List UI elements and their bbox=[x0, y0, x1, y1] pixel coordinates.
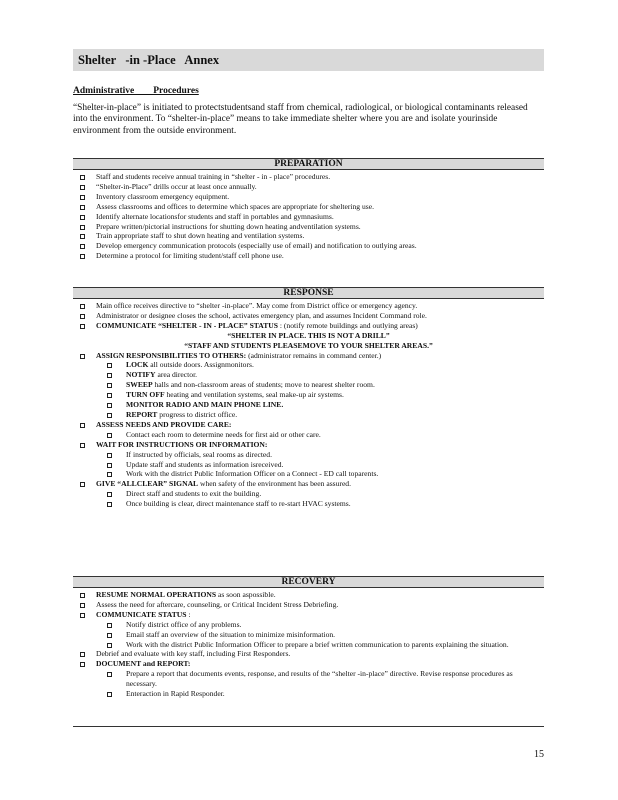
list-item: WAIT FOR INSTRUCTIONS OR INFORMATION: bbox=[73, 440, 544, 450]
response-list bbox=[73, 301, 544, 509]
sub-item: Work with the district Public Information Officer on a Connect - ED call toparents. bbox=[73, 469, 544, 479]
item-text: all outside doors. Assignmonitors. bbox=[148, 360, 254, 370]
list-item: Assess classrooms and offices to determine which spaces are appropriate for sheltering use. bbox=[73, 202, 544, 212]
list-item: Determine a protocol for limiting student/staff cell phone use. bbox=[73, 251, 544, 261]
list-item: Debrief and evaluate with key staff, including First Responders. bbox=[73, 649, 544, 659]
response-heading: RESPONSE bbox=[73, 287, 544, 299]
list-item: Staff and students receive annual training in “shelter - in - place” procedures. bbox=[73, 172, 544, 182]
sub-item: If instructed by officials, seal rooms as directed. bbox=[73, 450, 544, 460]
preparation-list bbox=[73, 172, 544, 261]
item-text: heating and ventilation systems, seal make-up air systems. bbox=[164, 390, 344, 400]
item-text: progress to district office. bbox=[157, 409, 238, 419]
item-lead: REPORT bbox=[126, 409, 158, 419]
list-item: Assess the need for aftercare, counseling, or Critical Incident Stress Debriefing. bbox=[73, 600, 544, 610]
list-item: Train appropriate staff to shut down heating and ventilation systems. bbox=[73, 231, 544, 241]
section-subtitle: Administrative Procedures bbox=[73, 86, 199, 96]
page-number: 15 bbox=[534, 749, 544, 760]
item-lead: SWEEP bbox=[126, 380, 153, 390]
list-item: “Shelter-in-Place” drills occur at least once annually. bbox=[73, 182, 544, 192]
item-lead: LOCK bbox=[126, 360, 149, 370]
recovery-list bbox=[73, 590, 544, 699]
list-item: DOCUMENT and REPORT: bbox=[73, 659, 544, 669]
sub-item: Work with the district Public Information Officer to prepare a brief written communication to parents explaining the situation. bbox=[73, 640, 544, 650]
item-text: when safety of the environment has been assured. bbox=[198, 479, 352, 489]
sub-item: Prepare a report that documents events, response, and results of the “shelter -in-place” directive. Revise response procedures as necessary. bbox=[73, 669, 544, 689]
sub-item: Email staff an overview of the situation to minimize misinformation. bbox=[73, 630, 544, 640]
list-item: Identify alternate locationsfor students and staff in portables and gymnasiums. bbox=[73, 212, 544, 222]
item-text: : (notify remote buildings and outlying areas) bbox=[278, 320, 418, 330]
item-lead: NOTIFY bbox=[126, 370, 156, 380]
recovery-heading: RECOVERY bbox=[73, 576, 544, 588]
list-item bbox=[73, 610, 544, 620]
sub-item bbox=[73, 410, 544, 420]
item-text: area director. bbox=[155, 370, 198, 380]
list-item bbox=[73, 321, 544, 331]
sub-item bbox=[73, 390, 544, 400]
sub-item: Once building is clear, direct maintenance staff to re-start HVAC systems. bbox=[73, 499, 544, 509]
list-item: Develop emergency communication protocols (especially use of email) and notification to outlying areas. bbox=[73, 241, 544, 251]
item-text: (administrator remains in command center.) bbox=[246, 350, 382, 360]
intro-paragraph: “Shelter-in-place” is initiated to protectstudentsand staff from chemical, radiological, or biological contaminants released into the environment. To “shelter-in-place” means to take immediate shelter where you are and isolate yourinside environment from the outside environment. bbox=[73, 103, 528, 136]
item-lead: GIVE “ALLCLEAR” SIGNAL bbox=[96, 479, 199, 489]
sub-item bbox=[73, 360, 544, 370]
preparation-heading: PREPARATION bbox=[73, 158, 544, 170]
table-bottom-rule bbox=[73, 726, 544, 727]
sub-item: Contact each room to determine needs for first aid or other care. bbox=[73, 430, 544, 440]
list-item bbox=[73, 590, 544, 600]
item-text: halls and non-classroom areas of students; move to nearest shelter room. bbox=[152, 380, 375, 390]
item-lead: RESUME NORMAL OPERATIONS bbox=[96, 590, 217, 599]
sub-item bbox=[73, 370, 544, 380]
item-text: as soon aspossible. bbox=[216, 590, 276, 599]
list-item: Inventory classroom emergency equipment. bbox=[73, 192, 544, 202]
item-lead: COMMUNICATE “SHELTER - IN - PLACE” STATUS bbox=[96, 320, 278, 330]
item-text: : bbox=[186, 609, 191, 619]
sub-item: MONITOR RADIO AND MAIN PHONE LINE. bbox=[73, 400, 544, 410]
list-item bbox=[73, 351, 544, 361]
item-lead: TURN OFF bbox=[126, 390, 165, 400]
list-item: Main office receives directive to “shelter -in-place”. May come from District office or emergency agency. bbox=[73, 301, 544, 311]
sub-item: Notify district office of any problems. bbox=[73, 620, 544, 630]
announcement-line: “STAFF AND STUDENTS PLEASEMOVE TO YOUR SHELTER AREAS.” bbox=[184, 340, 433, 350]
sub-item: Update staff and students as information isreceived. bbox=[73, 460, 544, 470]
list-item: Prepare written/pictorial instructions for shutting down heating andventilation systems. bbox=[73, 222, 544, 232]
sub-item bbox=[73, 380, 544, 390]
list-item bbox=[73, 479, 544, 489]
item-lead: ASSIGN RESPONSIBILITIES TO OTHERS: bbox=[96, 350, 247, 360]
item-lead: COMMUNICATE STATUS bbox=[96, 609, 187, 619]
sub-item: Direct staff and students to exit the building. bbox=[73, 489, 544, 499]
announcement-line: “SHELTER IN PLACE. THIS IS NOT A DRILL” bbox=[227, 330, 390, 340]
list-item: ASSESS NEEDS AND PROVIDE CARE: bbox=[73, 420, 544, 430]
list-item: Administrator or designee closes the school, activates emergency plan, and assumes Incident Command role. bbox=[73, 311, 544, 321]
sub-item: Enteraction in Rapid Responder. bbox=[73, 689, 544, 699]
page-title: Shelter -in -Place Annex bbox=[73, 49, 544, 71]
